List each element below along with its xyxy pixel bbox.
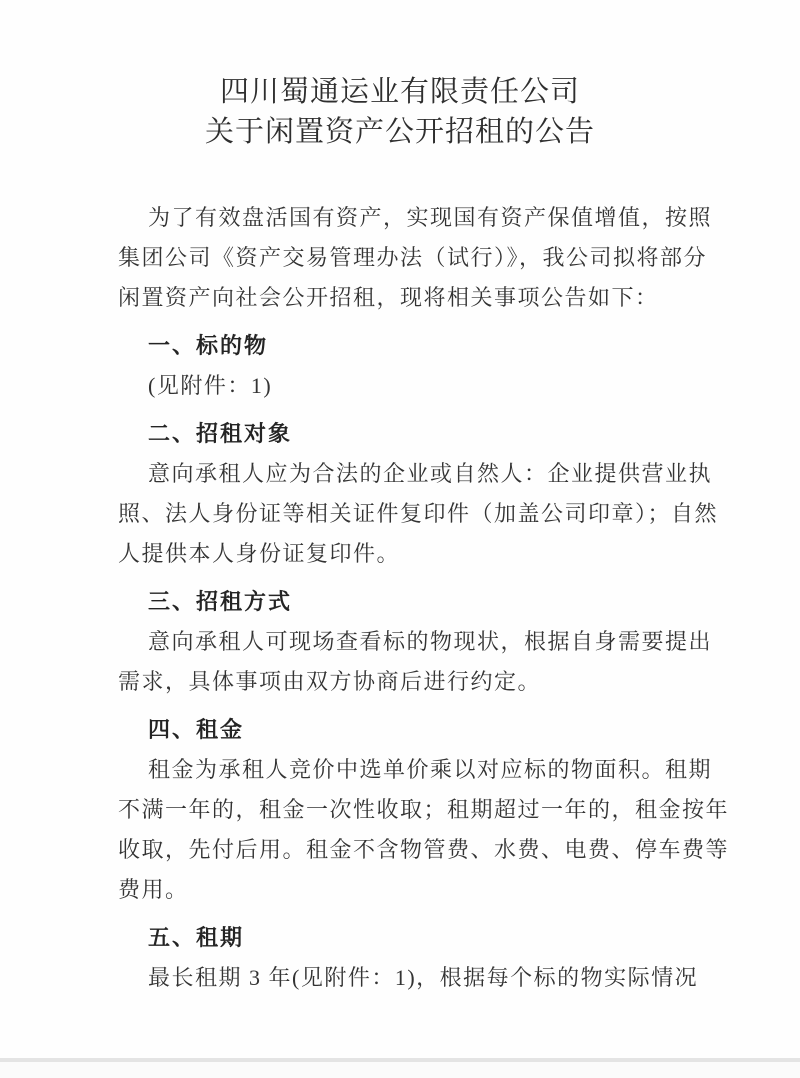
paragraph-line: 人提供本人身份证复印件。	[118, 541, 401, 566]
scan-background-strip	[0, 1062, 800, 1078]
paragraph-line: 租金为承租人竞价中选单价乘以对应标的物面积。租期	[148, 757, 713, 782]
paragraph-line: 意向承租人可现场查看标的物现状，根据自身需要提出	[148, 629, 713, 654]
paragraph-line: 照、法人身份证等相关证件复印件（加盖公司印章）；自然	[118, 501, 719, 526]
paragraph-line: 需求，具体事项由双方协商后进行约定。	[118, 669, 542, 694]
section-heading-2: 二、招租对象	[148, 421, 293, 446]
document-body	[118, 198, 800, 998]
paragraph-line: 闲置资产向社会公开招租，现将相关事项公告如下：	[118, 285, 659, 310]
section-heading-4: 四、租金	[148, 717, 245, 742]
paragraph-line: 为了有效盘活国有资产，实现国有资产保值增值，按照	[148, 205, 713, 230]
document-title	[0, 72, 800, 152]
title-line-subject: 关于闲置资产公开招租的公告	[204, 116, 595, 148]
paragraph-line: 收取，先付后用。租金不含物管费、水费、电费、停车费等	[118, 837, 730, 862]
section-heading-3: 三、招租方式	[148, 589, 293, 614]
paragraph-line: 意向承租人应为合法的企业或自然人：企业提供营业执	[148, 461, 713, 486]
title-line-company: 四川蜀通运业有限责任公司	[219, 76, 580, 108]
attachment-note: (见附件：1)	[148, 373, 273, 398]
section-heading-5: 五、租期	[148, 925, 245, 950]
paragraph-line: 集团公司《资产交易管理办法（试行）》，我公司拟将部分	[118, 245, 708, 270]
paragraph-line: 最长租期 3 年(见附件：1)，根据每个标的物实际情况	[148, 965, 699, 990]
paragraph-line: 费用。	[118, 877, 189, 902]
paragraph-line: 不满一年的，租金一次性收取；租期超过一年的，租金按年	[118, 797, 730, 822]
section-heading-1: 一、标的物	[148, 333, 269, 358]
